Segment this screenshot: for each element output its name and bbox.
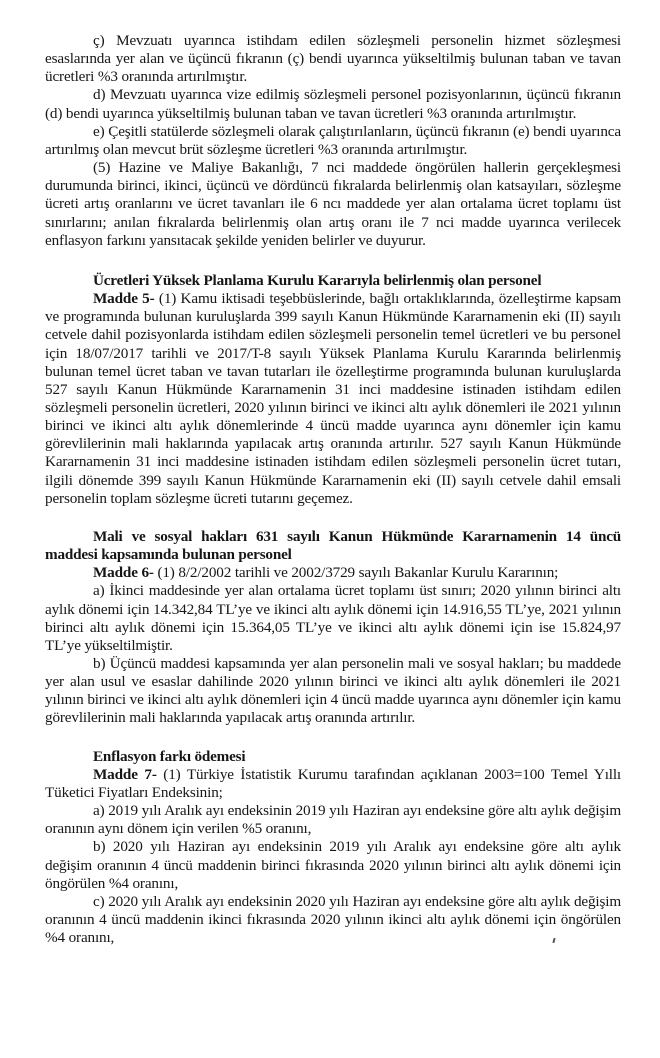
paragraph-d: d) Mevzuatı uyarınca vize edilmiş sözleşmeli personel pozisyonlarının, üçüncü fıkranın (d) bendi uyarınca yükseltilmiş bulunan taban ve tavan ücretleri %3 oranında artırılmıştır. bbox=[45, 86, 621, 122]
madde-label: Madde 6- bbox=[93, 564, 154, 582]
madde-text: (1) 8/2/2002 tarihli ve 2002/3729 sayılı Bakanlar Kurulu Kararının; bbox=[153, 564, 559, 582]
document-page bbox=[45, 32, 621, 947]
madde-5-paragraph bbox=[45, 290, 621, 508]
section-heading: Enflasyon farkı ödemesi bbox=[93, 747, 246, 765]
madde-text: (1) Türkiye İstatistik Kurumu tarafından açıklanan 2003=100 Temel Yıllı Tüketici Fiyatları Endeksinin; bbox=[45, 765, 621, 801]
spacer bbox=[45, 508, 621, 528]
paragraph-5: (5) Hazine ve Maliye Bakanlığı, 7 nci maddede öngörülen hallerin gerçekleşmesi durumunda birinci, ikinci, üçüncü ve dördüncü fıkralarda belirlenmiş olan katsayıları, sözleşme ücreti artış oranlarını ve ücret tavanları ile 6 ncı maddede yer alan ortalama ücret toplamı üst sınırlarını; anılan fıkralarda belirlenmiş olan artış oranı ile 7 nci madde uyarınca verilecek enflasyon farkını yansıtacak şekilde yeniden belirler ve duyurur. bbox=[45, 159, 621, 249]
madde-6-item-b: b) Üçüncü maddesi kapsamında yer alan personelin mali ve sosyal hakları; bu maddede yer alan usul ve esaslar dahilinde 2020 yılının birinci ve ikinci altı aylık dönemleri ile 2021 yılının birinci ve ikinci altı aylık dönemleri için 4 üncü madde uyarınca aynı dönemler için kamu görevlilerinin mali haklarında yapılacak artış oranında artırılır. bbox=[45, 655, 621, 727]
section-intro bbox=[45, 32, 621, 250]
section-heading: Ücretleri Yüksek Planlama Kurulu Kararıyla belirlenmiş olan personel bbox=[93, 271, 542, 289]
madde-6-intro bbox=[45, 564, 621, 582]
madde-7-item-a: a) 2019 yılı Aralık ayı endeksinin 2019 yılı Haziran ayı endeksine göre altı aylık değişim oranının aynı dönem için verilen %5 oranını, bbox=[45, 802, 621, 838]
madde-6-item-a: a) İkinci maddesinde yer alan ortalama ücret toplamı üst sınırı; 2020 yılının birinci altı aylık dönemi için 14.342,84 TL’ye ve ikinci altı aylık dönemi için 14.916,55 TL’ye, 2021 yılının birinci altı aylık dönemi için 15.364,05 TL’ye ve ikinci altı aylık dönemi için ise 15.824,97 TL’ye yükseltilmiştir. bbox=[45, 582, 621, 654]
section-madde-6 bbox=[45, 528, 621, 728]
section-heading: Mali ve sosyal hakları 631 sayılı Kanun Hükmünde Kararnamenin 14 üncü maddesi kapsamında bulunan personel bbox=[45, 527, 621, 564]
madde-text: (1) Kamu iktisadi teşebbüslerinde, bağlı ortaklıklarında, özelleştirme kapsam ve programında bulunan kuruluşlarda 399 sayılı Kanun Hükmünde Kararnamenin eki (II) sayılı cetvele dahil pozisyonlarda istihdam edilen sözleşmeli personelin temel ücretleri ve bu personel için 18/07/2017 tarihli ve 2017/T-8 sayılı Yüksek Planlama Kurulu Kararında belirlenmiş bulunan temel ücret taban ve tavan tutarları ile özelleştirme programında bulunan kuruluşlarda 527 sayılı Kanun Hükmünde Kararnamenin 31 inci maddesine istinaden istihdam edilen sözleşmeli personelin ücretleri, 2020 yılının birinci ve ikinci altı aylık dönemleri ile 2021 yılının birinci ve ikinci altı aylık dönemlerinde 4 üncü madde uyarınca aynı dönemler için kamu görevlilerinin mali haklarında yapılacak artış oranında artırılır. 527 sayılı Kanun Hükmünde Kararnamenin 31 inci maddesine istinaden istihdam edilen sözleşmeli personelin ücret tutarı, ilgili dönemde 399 sayılı Kanun Hükmünde Kararnamenin eki (II) sayılı cetvele dahil emsali personelin toplam sözleşme ücreti tutarını geçemez. bbox=[45, 290, 622, 507]
madde-label: Madde 5- bbox=[93, 290, 155, 308]
madde-label: Madde 7- bbox=[93, 765, 157, 783]
madde-7-intro bbox=[45, 766, 621, 802]
paragraph-e: e) Çeşitli statülerde sözleşmeli olarak çalıştırılanların, üçüncü fıkranın (e) bendi uyarınca artırılmış olan mevcut brüt sözleşme ücretleri %3 oranında artırılmıştır. bbox=[45, 122, 621, 158]
section-madde-5 bbox=[45, 272, 621, 508]
section-madde-7 bbox=[45, 748, 621, 948]
spacer bbox=[45, 250, 621, 272]
paragraph-c-cedilla: ç) Mevzuatı uyarınca istihdam edilen sözleşmeli personelin hizmet sözleşmesi esaslarında yer alan ve üçüncü fıkranın (ç) bendi uyarınca yükseltilmiş bulunan taban ve tavan ücretleri %3 oranında artırılmıştır. bbox=[45, 32, 621, 86]
madde-7-item-b: b) 2020 yılı Haziran ayı endeksinin 2019 yılı Aralık ayı endeksine göre altı aylık değişim oranının 4 üncü maddenin birinci fıkrasında 2020 yılının birinci altı aylık dönemi için öngörülen %4 oranını, bbox=[45, 838, 621, 892]
spacer bbox=[45, 728, 621, 748]
madde-7-item-c: c) 2020 yılı Aralık ayı endeksinin 2020 yılı Haziran ayı endeksine göre altı aylık değişim oranının 4 üncü maddenin ikinci fıkrasında 2020 yılının ikinci altı aylık dönemi için öngörülen %4 oranını, bbox=[45, 892, 621, 947]
